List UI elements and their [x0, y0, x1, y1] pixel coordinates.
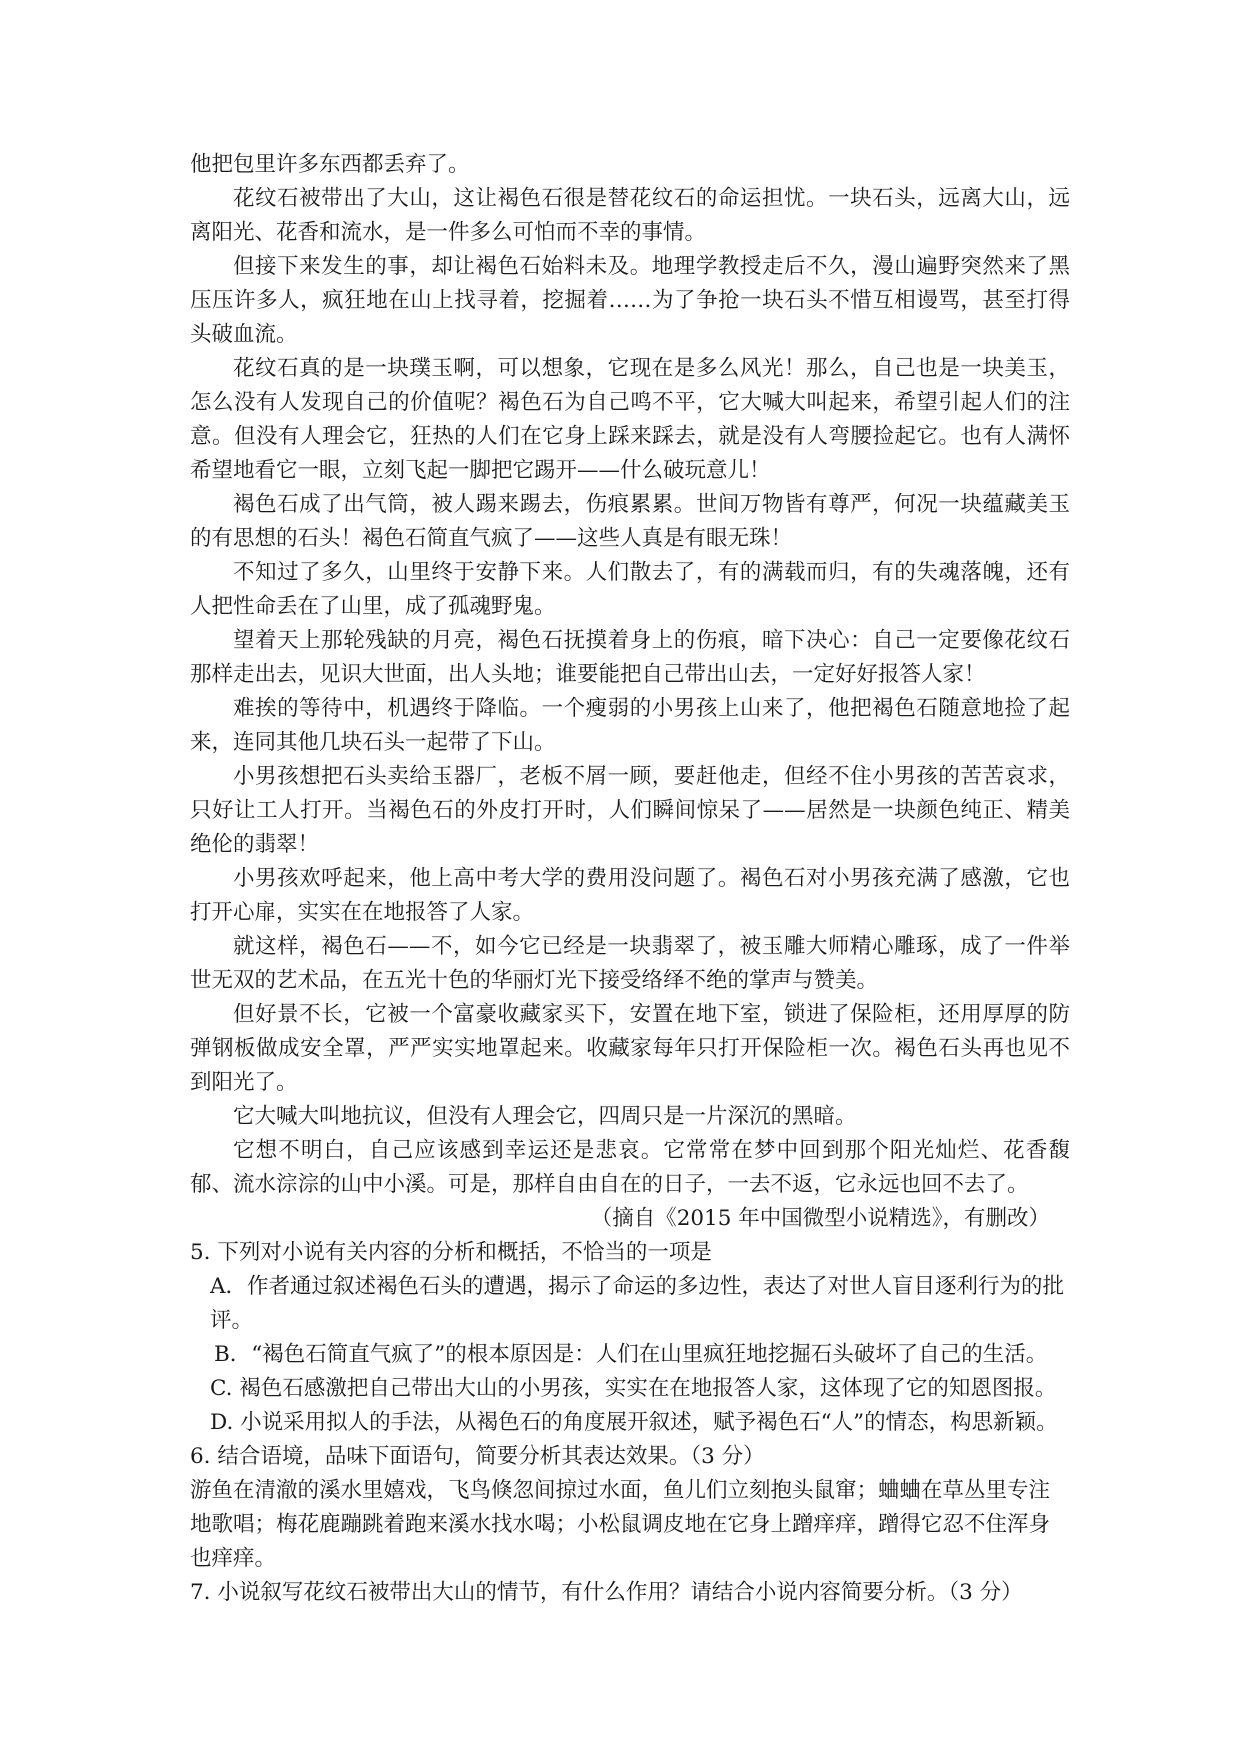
question-7-stem: 7. 小说叙写花纹石被带出大山的情节，有什么作用？请结合小说内容简要分析。（3 分） — [190, 1580, 1023, 1605]
question-6-stem: 6. 结合语境，品味下面语句，简要分析其表达效果。（3 分） — [190, 1444, 765, 1469]
article-source: （摘自《2015 年中国微型小说精选》，有删改） — [590, 1206, 1050, 1231]
question-5-stem: 5. 下列对小说有关内容的分析和概括，不恰当的一项是 — [190, 1240, 712, 1265]
question-5-option-a: A．作者通过叙述褐色石头的遭遇，揭示了命运的多边性，表达了对世人盲目逐利行为的批评。 — [210, 1274, 1065, 1333]
article-paragraph-7: 望着天上那轮残缺的月亮，褐色石抚摸着身上的伤痕，暗下决心：自己一定要像花纹石那样走出去，见识大世面，出人头地；谁要能把自己带出山去，一定好好报答人家！ — [190, 628, 1070, 687]
question-5-option-c: C. 褐色石感激把自己带出大山的小男孩，实实在在地报答人家，这体现了它的知恩图报。 — [210, 1376, 1057, 1401]
question-5-option-d: D. 小说采用拟人的手法，从褐色石的角度展开叙述，赋予褐色石“人”的情态，构思新颖。 — [210, 1410, 1058, 1435]
article-paragraph-10: 小男孩欢呼起来，他上高中考大学的费用没问题了。褐色石对小男孩充满了感激，它也打开心扉，实实在在地报答了人家。 — [190, 866, 1070, 925]
article-paragraph-6: 不知过了多久，山里终于安静下来。人们散去了，有的满载而归，有的失魂落魄，还有人把性命丢在了山里，成了孤魂野鬼。 — [190, 560, 1070, 619]
question-6-quote: 游鱼在清澈的溪水里嬉戏，飞鸟倏忽间掠过水面，鱼儿们立刻抱头鼠窜；蛐蛐在草丛里专注地歌唱；梅花鹿蹦跳着跑来溪水找水喝；小松鼠调皮地在它身上蹭痒痒，蹭得它忍不住浑身也痒痒。 — [190, 1478, 1051, 1571]
article-paragraph-1: 他把包里许多东西都丢弃了。 — [190, 152, 470, 177]
article-paragraph-3: 但接下来发生的事，却让褐色石始料未及。地理学教授走后不久，漫山遍野突然来了黑压压许多人，疯狂地在山上找寻着，挖掘着……为了争抢一块石头不惜互相谩骂，甚至打得头破血流。 — [190, 254, 1070, 347]
article-paragraph-8: 难挨的等待中，机遇终于降临。一个瘦弱的小男孩上山来了，他把褐色石随意地捡了起来，连同其他几块石头一起带了下山。 — [190, 696, 1070, 755]
article-paragraph-11: 就这样，褐色石——不，如今它已经是一块翡翠了，被玉雕大师精心雕琢，成了一件举世无双的艺术品，在五光十色的华丽灯光下接受络绎不绝的掌声与赞美。 — [190, 934, 1070, 993]
article-paragraph-9: 小男孩想把石头卖给玉器厂，老板不屑一顾，要赶他走，但经不住小男孩的苦苦哀求，只好让工人打开。当褐色石的外皮打开时，人们瞬间惊呆了——居然是一块颜色纯正、精美绝伦的翡翠！ — [190, 764, 1070, 857]
exam-page — [190, 148, 1070, 1610]
question-5-option-b: B．“褐色石简直气疯了”的根本原因是：人们在山里疯狂地挖掘石头破坏了自己的生活。 — [214, 1342, 1048, 1367]
article-paragraph-13: 它大喊大叫地抗议，但没有人理会它，四周只是一片深沉的黑暗。 — [233, 1104, 857, 1129]
article-paragraph-12: 但好景不长，它被一个富豪收藏家买下，安置在地下室，锁进了保险柜，还用厚厚的防弹钢板做成安全罩，严严实实地罩起来。收藏家每年只打开保险柜一次。褐色石头再也见不到阳光了。 — [190, 1002, 1070, 1095]
article-paragraph-14: 它想不明白，自己应该感到幸运还是悲哀。它常常在梦中回到那个阳光灿烂、花香馥郁、流水淙淙的山中小溪。可是，那样自由自在的日子，一去不返，它永远也回不去了。 — [190, 1138, 1070, 1197]
article-paragraph-5: 褐色石成了出气筒，被人踢来踢去，伤痕累累。世间万物皆有尊严，何况一块蕴藏美玉的有思想的石头！褐色石简直气疯了——这些人真是有眼无珠！ — [190, 492, 1070, 551]
article-paragraph-4: 花纹石真的是一块璞玉啊，可以想象，它现在是多么风光！那么，自己也是一块美玉，怎么没有人发现自己的价值呢？褐色石为自己鸣不平，它大喊大叫起来，希望引起人们的注意。但没有人理会它，狂热的人们在它身上踩来踩去，就是没有人弯腰捡起它。也有人满怀希望地看它一眼，立刻飞起一脚把它踢开——什么破玩意儿！ — [190, 356, 1070, 483]
article-paragraph-2: 花纹石被带出了大山，这让褐色石很是替花纹石的命运担忧。一块石头，远离大山，远离阳光、花香和流水，是一件多么可怕而不幸的事情。 — [190, 186, 1070, 245]
